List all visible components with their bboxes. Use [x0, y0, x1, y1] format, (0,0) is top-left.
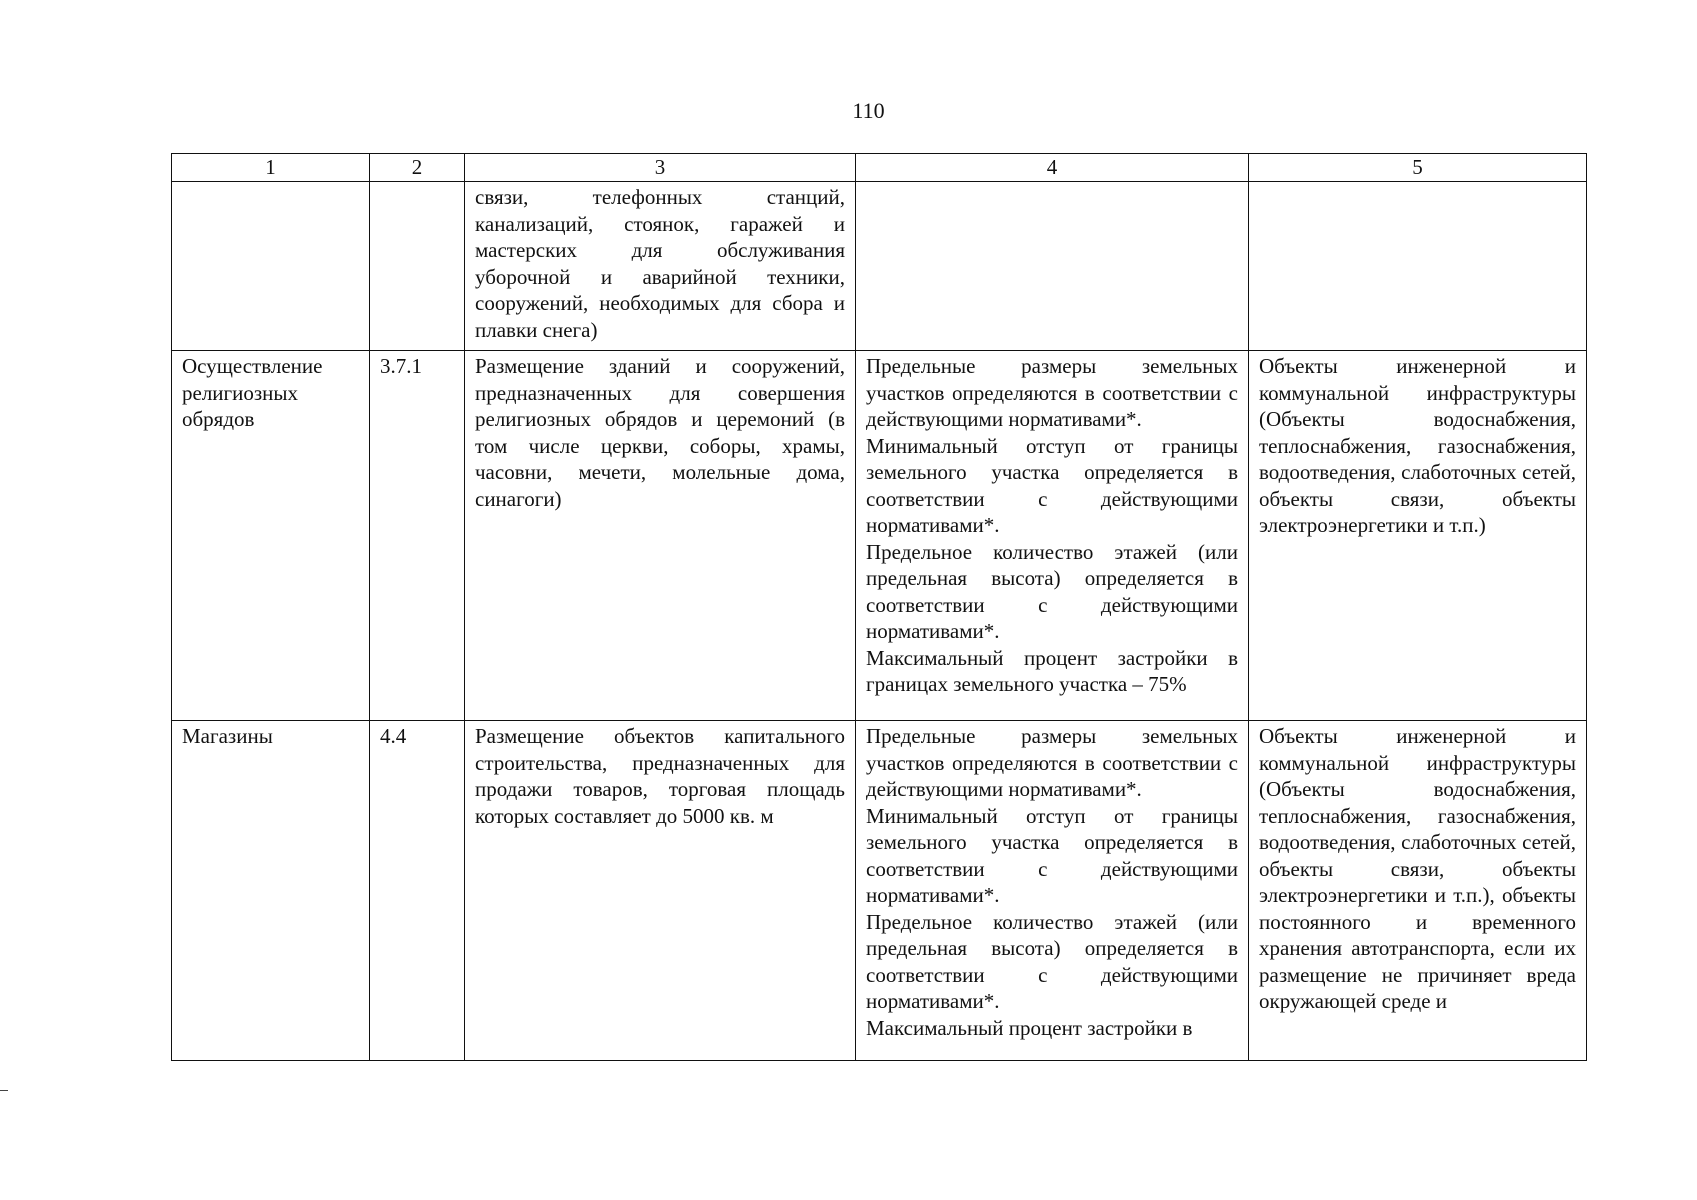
- land-use-table: [171, 153, 1587, 1061]
- use-type-name: Магазины: [172, 721, 370, 1061]
- auxiliary-objects-cell: Объекты инженерной и коммунальной инфраструктуры (Объекты водоснабжения, теплоснабжения, газоснабжения, водоотведения, слаботочных сетей, объекты связи, объекты электроэнергетики и т.п.): [1249, 351, 1587, 721]
- column-number-row: [172, 154, 1587, 182]
- table-row: [172, 721, 1587, 1061]
- use-type-description: Размещение зданий и сооружений, предназначенных для совершения религиозных обрядов и церемоний (в том числе церкви, соборы, храмы, часовни, мечети, молельные дома, синагоги): [465, 351, 856, 721]
- use-type-name: [172, 182, 370, 351]
- parameters-cell: [856, 351, 1249, 721]
- use-type-code: 4.4: [370, 721, 465, 1061]
- use-type-code: [370, 182, 465, 351]
- column-number-4: 4: [856, 154, 1249, 182]
- auxiliary-objects-cell: [1249, 182, 1587, 351]
- column-number-5: 5: [1249, 154, 1587, 182]
- scan-mark: [0, 1090, 8, 1091]
- use-type-name: Осуществление религиозных обрядов: [172, 351, 370, 721]
- auxiliary-objects-cell: Объекты инженерной и коммунальной инфраструктуры (Объекты водоснабжения, теплоснабжения, газоснабжения, водоотведения, слаботочных сетей, объекты связи, объекты электроэнергетики и т.п.), объекты постоянного и временного хранения автотранспорта, если их размещение не причиняет вреда окружающей среде и: [1249, 721, 1587, 1061]
- page-number: 110: [852, 98, 885, 123]
- parameters-text: Предельные размеры земельных участков определяются в соответствии с действующими нормативами*. Минимальный отступ от границы земельного участка определяется в соответствии с действующими нормативами*. Предельное количество этажей (или предельная высота) определяется в соответствии с действующими нормативами*. Максимальный процент застройки в: [866, 724, 1238, 1040]
- parameters-cell: [856, 182, 1249, 351]
- table-row: [172, 182, 1587, 351]
- column-number-2: 2: [370, 154, 465, 182]
- column-number-1: 1: [172, 154, 370, 182]
- table-row: [172, 351, 1587, 721]
- use-type-description: Размещение объектов капитального строительства, предназначенных для продажи товаров, торговая площадь которых составляет до 5000 кв. м: [465, 721, 856, 1061]
- parameters-cell: [856, 721, 1249, 1061]
- parameters-text: Предельные размеры земельных участков определяются в соответствии с действующими нормативами*. Минимальный отступ от границы земельного участка определяется в соответствии с действующими нормативами*. Предельное количество этажей (или предельная высота) определяется в соответствии с действующими нормативами*. Максимальный процент застройки в границах земельного участка – 75%: [866, 354, 1238, 696]
- use-type-description: связи, телефонных станций, канализаций, стоянок, гаражей и мастерских для обслуживания уборочной и аварийной техники, сооружений, необходимых для сбора и плавки снега): [465, 182, 856, 351]
- column-number-3: 3: [465, 154, 856, 182]
- use-type-code: 3.7.1: [370, 351, 465, 721]
